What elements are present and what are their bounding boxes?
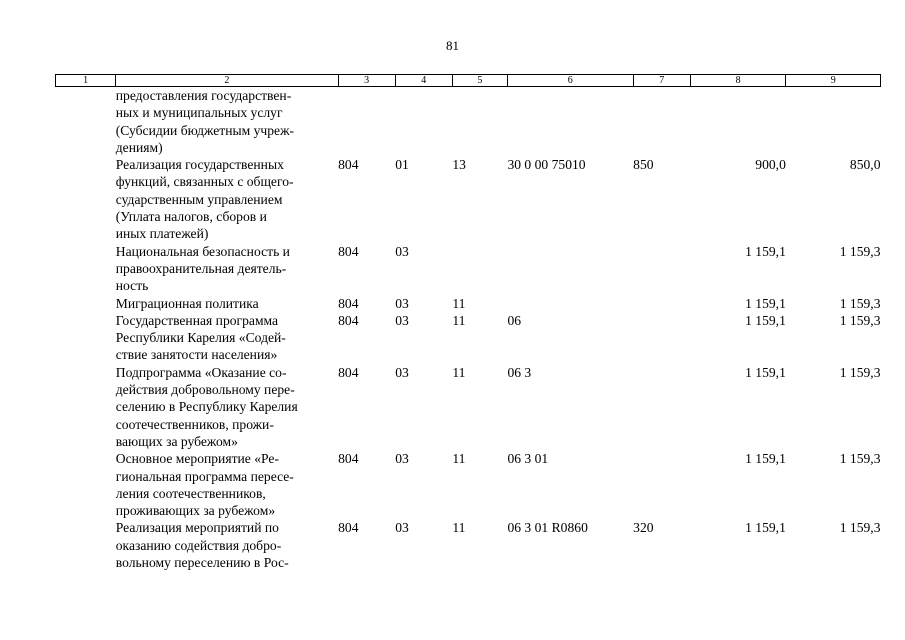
budget-table xyxy=(55,74,881,571)
target-article-code-cell xyxy=(507,87,633,157)
expense-type-code-cell xyxy=(633,312,690,364)
table-row xyxy=(56,450,881,519)
amount-year2-cell: 1 159,3 xyxy=(839,295,881,311)
amount-year2-cell: 1 159,3 xyxy=(839,364,881,380)
amount-year1-cell: 1 159,1 xyxy=(745,451,786,467)
target-article-code-cell xyxy=(507,295,633,312)
expense-type-code-cell xyxy=(633,450,690,519)
subsection-code-cell: 11 xyxy=(452,295,466,311)
amount-year1-cell xyxy=(690,87,786,157)
page-number: 81 xyxy=(446,38,459,53)
column-number-header-row xyxy=(56,75,881,87)
column-header: 6 xyxy=(507,75,633,87)
subsection-code-cell: 11 xyxy=(452,451,466,467)
amount-year1-cell: 1 159,1 xyxy=(745,364,786,380)
subsection-code-cell xyxy=(452,87,507,157)
table-row xyxy=(56,243,881,295)
target-article-code-cell xyxy=(507,243,633,295)
column-header: 2 xyxy=(116,75,338,87)
section-code-cell: 03 xyxy=(395,243,409,259)
amount-year1-cell: 1 159,1 xyxy=(745,243,786,259)
section-code-cell: 03 xyxy=(395,451,409,467)
column-header: 3 xyxy=(338,75,395,87)
department-code-cell: 804 xyxy=(338,312,359,328)
department-code-cell: 804 xyxy=(338,364,359,380)
target-article-code-cell: 06 3 xyxy=(507,364,532,380)
department-code-cell: 804 xyxy=(338,520,359,536)
item-name-cell: Подпрограмма «Оказание со- действия добровольному пере- селению в Республику Карелия соотечественников, прожи- вающих за рубежом» xyxy=(115,364,298,449)
empty-cell xyxy=(56,243,116,295)
amount-year2-cell: 1 159,3 xyxy=(839,451,881,467)
column-header: 8 xyxy=(690,75,786,87)
item-name-cell: Реализация государственных функций, связанных с общего- сударственным управлением (Уплата налогов, сборов и иных платежей) xyxy=(115,157,294,242)
subsection-code-cell: 11 xyxy=(452,312,466,328)
subsection-code-cell: 11 xyxy=(452,520,466,536)
table-row xyxy=(56,364,881,450)
table-row xyxy=(56,87,881,157)
table-row xyxy=(56,156,881,242)
empty-cell xyxy=(56,156,116,242)
amount-year2-cell xyxy=(786,87,881,157)
department-code-cell: 804 xyxy=(338,295,359,311)
item-name-cell: Реализация мероприятий по оказанию содействия добро- вольному переселению в Рос- xyxy=(115,520,289,571)
empty-cell xyxy=(56,312,116,364)
table-row xyxy=(56,519,881,571)
subsection-code-cell: 13 xyxy=(452,157,466,173)
department-code-cell: 804 xyxy=(338,243,359,259)
empty-cell xyxy=(56,364,116,450)
department-code-cell: 804 xyxy=(338,157,359,173)
target-article-code-cell: 06 3 01 xyxy=(507,451,549,467)
section-code-cell: 03 xyxy=(395,520,409,536)
empty-cell xyxy=(56,450,116,519)
amount-year2-cell: 1 159,3 xyxy=(839,312,881,328)
section-code-cell: 01 xyxy=(395,157,409,173)
item-name-cell: Миграционная политика xyxy=(115,295,259,311)
target-article-code-cell: 30 0 00 75010 xyxy=(507,157,586,173)
table-row xyxy=(56,295,881,312)
section-code-cell: 03 xyxy=(395,295,409,311)
amount-year1-cell: 900,0 xyxy=(755,157,786,173)
empty-cell xyxy=(56,295,116,312)
section-code-cell: 03 xyxy=(395,312,409,328)
section-code-cell xyxy=(395,87,452,157)
amount-year1-cell: 1 159,1 xyxy=(745,295,786,311)
item-name-cell: Основное мероприятие «Ре- гиональная программа пересе- ления соотечественников, проживающих за рубежом» xyxy=(115,451,294,519)
column-header: 4 xyxy=(395,75,452,87)
column-header: 1 xyxy=(56,75,116,87)
subsection-code-cell xyxy=(452,243,507,295)
amount-year1-cell: 1 159,1 xyxy=(745,520,786,536)
column-header: 7 xyxy=(633,75,690,87)
expense-type-code-cell xyxy=(633,243,690,295)
expense-type-code-cell: 850 xyxy=(633,157,654,173)
subsection-code-cell: 11 xyxy=(452,364,466,380)
amount-year2-cell: 1 159,3 xyxy=(839,520,881,536)
department-code-cell: 804 xyxy=(338,451,359,467)
table-body xyxy=(56,87,881,572)
section-code-cell: 03 xyxy=(395,364,409,380)
department-code-cell xyxy=(338,87,395,157)
column-header: 9 xyxy=(786,75,881,87)
item-name-cell: предоставления государствен- ных и муниципальных услуг (Субсидии бюджетным учреж- дениям) xyxy=(115,88,294,155)
expense-type-code-cell xyxy=(633,364,690,450)
item-name-cell: Национальная безопасность и правоохранительная деятель- ность xyxy=(115,243,290,294)
expense-type-code-cell xyxy=(633,87,690,157)
expense-type-code-cell: 320 xyxy=(633,520,654,536)
target-article-code-cell: 06 3 01 R0860 xyxy=(507,520,588,536)
column-header: 5 xyxy=(452,75,507,87)
amount-year2-cell: 1 159,3 xyxy=(839,243,881,259)
table-row xyxy=(56,312,881,364)
amount-year1-cell: 1 159,1 xyxy=(745,312,786,328)
empty-cell xyxy=(56,519,116,571)
expense-type-code-cell xyxy=(633,295,690,312)
empty-cell xyxy=(56,87,116,157)
amount-year2-cell: 850,0 xyxy=(849,157,881,173)
item-name-cell: Государственная программа Республики Карелия «Содей- ствие занятости населения» xyxy=(115,312,286,363)
target-article-code-cell: 06 xyxy=(507,312,522,328)
